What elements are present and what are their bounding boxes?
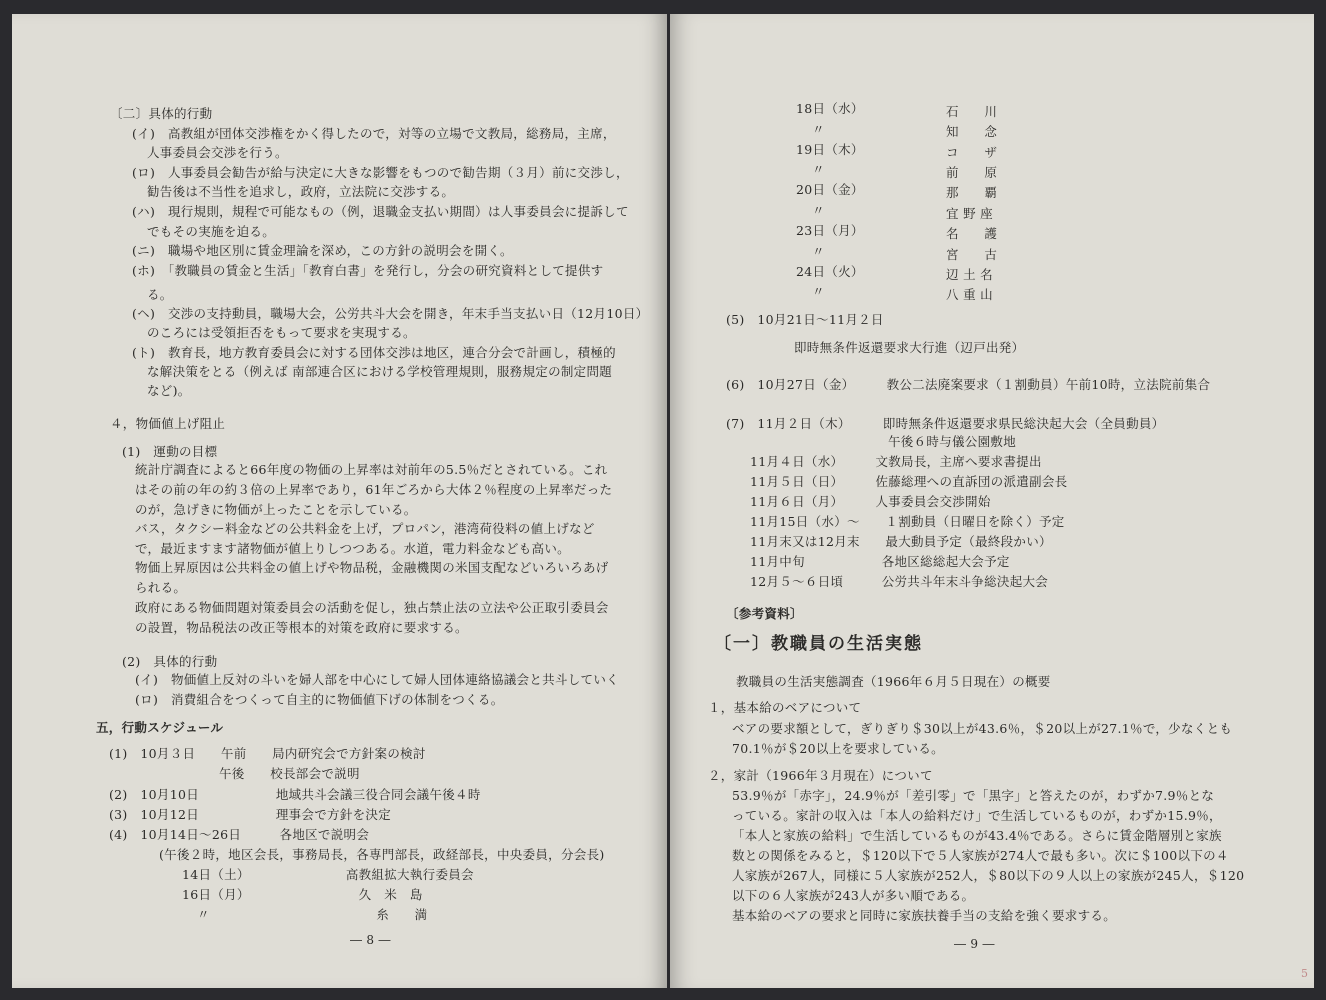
right-text-line: 11月末又は12月末 最大動員予定（最終段かい） (750, 534, 1052, 549)
right-text-line: (7) 11月２日（木） 即時無条件返還要求県民総決起大会（全員動員） (726, 416, 1165, 431)
left-text-line: の設置，物品税法の改正等根本的対策を政府に要求する。 (135, 620, 468, 635)
right-text-line: 基本給のベアの要求と同時に家族扶養手当の支給を強く要求する。 (732, 908, 1117, 923)
right-text-line: (5) 10月21日～11月２日 (726, 312, 884, 327)
right-text-line: 20日（金） (796, 182, 864, 197)
left-page-number: ― 8 ― (350, 933, 391, 947)
left-text-line: (4) 10月14日～26日 各地区で説明会 (109, 827, 370, 842)
corner-mark: 5 (1301, 967, 1308, 980)
right-text-line: 11月５日（日） 佐藤総理への直訴団の派遣副会長 (750, 474, 1068, 489)
left-text-line: のが，急げきに物価が上ったことを示している。 (135, 502, 417, 517)
right-text-line: ２，家計（1966年３月現在）について (708, 768, 933, 783)
left-text-line: (1) 運動の目標 (122, 444, 218, 459)
left-text-line: な解決策をとる（例えば 南部連合区における学校管理規則，服務規定の制定問題 (147, 364, 613, 379)
right-text-line: 石 川 (946, 104, 998, 119)
right-text-line: 宜 野 座 (946, 206, 993, 221)
left-text-line: 勧告後は不当性を追求し，政府，立法院に交渉する。 (147, 184, 455, 199)
right-text-line: 辺 土 名 (946, 267, 993, 282)
left-text-line: 物価上昇原因は公共料金の値上げや物品税，金融機関の米国支配などいろいろあげ (135, 560, 609, 575)
right-text-line: 以下の６人家族が243人が多い順である。 (732, 888, 975, 903)
right-text-line: 〔一〕教職員の生活実態 (714, 634, 923, 654)
right-text-line: 23日（月） (796, 223, 864, 238)
left-text-line: 16日（月） 久 米 島 (182, 887, 423, 902)
left-text-line: (1) 10月３日 午前 局内研究会で方針案の検討 (109, 746, 426, 761)
left-text-line: バス，タクシー料金などの公共料金を上げ，プロパン，港湾荷役料の値上げなど (135, 521, 595, 536)
right-text-line: 11月４日（水） 文教局長，主席へ要求書提出 (750, 454, 1042, 469)
left-text-line: (午後２時，地区会長，事務局長，各専門部長，政経部長，中央委員，分会長) (159, 847, 605, 862)
right-text-line: 〔参考資料〕 (726, 606, 803, 621)
left-text-line: で，最近ますます諸物価が値上りしつつある。水道，電力料金なども高い。 (135, 541, 570, 556)
left-text-line: ４，物価値上げ阻止 (110, 416, 226, 431)
right-text-line: コ ザ (946, 145, 998, 160)
right-text-line: ベアの要求額として，ぎりぎり＄30以上が43.6％，＄20以上が27.1％で，少なくとも (732, 721, 1233, 736)
right-text-line: 八 重 山 (946, 287, 993, 302)
right-text-line: 数との関係をみると，＄120以下で５人家族が274人で最も多い。次に＄100以下の４ (732, 848, 1229, 863)
right-text-line: 19日（木） (796, 142, 864, 157)
right-text-line: 人家族が267人，同様に５人家族が252人，＄80以下の９人以上の家族が245人，＄120 (732, 868, 1245, 883)
right-text-line: 〃 (812, 284, 825, 299)
left-text-line: 14日（土） 高教組拡大執行委員会 (182, 867, 474, 882)
left-text-line: (2) 具体的行動 (122, 654, 218, 669)
left-text-line: (3) 10月12日 理事会で方針を決定 (109, 807, 392, 822)
right-text-line: 教職員の生活実態調査（1966年６月５日現在）の概要 (736, 674, 1051, 689)
right-text-line: 11月６日（月） 人事委員会交渉開始 (750, 494, 991, 509)
right-text-line: 11月15日（水）～ １割動員（日曜日を除く）予定 (750, 514, 1065, 529)
right-text-line: 53.9％が「赤字」，24.9％が「差引零」で「黒字」と答えたのが，わずか7.9％とな (732, 788, 1215, 803)
right-text-line: (6) 10月27日（金） 教公二法廃案要求（１割動員）午前10時，立法院前集合 (726, 377, 1211, 392)
right-text-line: 前 原 (946, 165, 998, 180)
left-text-line: (ロ) 人事委員会勧告が給与決定に大きな影響をもつので勧告期（３月）前に交渉し， (132, 165, 629, 180)
left-text-line: 〃 糸 満 (197, 907, 428, 922)
right-text-line: 宮 古 (946, 247, 998, 262)
left-text-line: 人事委員会交渉を行う。 (147, 145, 288, 160)
right-text-line: 〃 (812, 244, 825, 259)
right-text-line: 〃 (812, 203, 825, 218)
right-text-line: 午後６時与儀公園敷地 (888, 434, 1017, 449)
left-text-line: (ホ) 「教職員の賃金と生活」「教育白書」を発行し，分会の研究資料として提供す (132, 263, 604, 278)
left-text-line: (ト) 教育長，地方教育委員会に対する団体交渉は地区，連合分会で計画し，積極的 (132, 345, 616, 360)
left-text-line: (イ) 物価値上反対の斗いを婦人部を中心にして婦人団体連絡協議会と共斗していく (135, 672, 619, 687)
right-text-line: 名 護 (946, 226, 998, 241)
right-page (670, 14, 1314, 988)
left-text-line: (2) 10月10日 地域共斗会議三役合同会議午後４時 (109, 787, 481, 802)
right-text-line: 18日（水） (796, 101, 864, 116)
left-text-line: (ハ) 現行規則，規程で可能なもの（例，退職金支払い期間）は人事委員会に提訴して (132, 204, 629, 219)
right-text-line: 24日（火） (796, 264, 864, 279)
left-text-line: る。 (147, 287, 173, 302)
left-text-line: はその前の年の約３倍の上昇率であり，61年ごろから大体２％程度の上昇率だった (135, 482, 613, 497)
right-text-line: 即時無条件返還要求大行進（辺戸出発） (794, 340, 1025, 355)
right-text-line: 知 念 (946, 124, 998, 139)
right-text-line: 「本人と家族の給料」で生活しているものが43.4％である。さらに賃金階層別と家族 (732, 828, 1222, 843)
left-text-line: 統計庁調査によると66年度の物価の上昇率は対前年の5.5％だとされている。これ (135, 462, 608, 477)
left-text-line: 政府にある物価問題対策委員会の活動を促し，独占禁止法の立法や公正取引委員会 (135, 600, 609, 615)
left-text-line: のころには受領拒否をもって要求を実現する。 (147, 325, 416, 340)
right-page-number: ― 9 ― (954, 937, 995, 951)
right-text-line: 那 覇 (946, 185, 998, 200)
left-text-line: 五，行動スケジュール (96, 720, 224, 735)
left-text-line: など)。 (147, 383, 191, 398)
left-text-line: (ニ) 職場や地区別に賃金理論を深め，この方針の説明会を開く。 (132, 243, 513, 258)
left-text-line: 〔二〕具体的行動 (110, 106, 213, 121)
right-text-line: 11月中旬 各地区総総起大会予定 (750, 554, 1010, 569)
left-text-line: (イ) 高教組が団体交渉権をかく得したので，対等の立場で文教局，総務局，主席， (132, 126, 616, 141)
right-text-line: 70.1％が＄20以上を要求している。 (732, 741, 944, 756)
left-text-line: 午後 校長部会で説明 (219, 766, 360, 781)
left-text-line: (ヘ) 交渉の支持動員，職場大会，公労共斗大会を開き，年末手当支払い日（12月10日） (132, 306, 649, 321)
right-text-line: 〃 (812, 162, 825, 177)
left-text-line: (ロ) 消費組合をつくって自主的に物価値下げの体制をつくる。 (135, 692, 504, 707)
right-text-line: っている。家計の収入は「本人の給料だけ」で生活しているものが，わずか15.9％， (732, 808, 1222, 823)
left-text-line: られる。 (135, 580, 187, 595)
right-text-line: 〃 (812, 122, 825, 137)
left-text-line: でもその実施を迫る。 (147, 224, 276, 239)
right-text-line: １，基本給のベアについて (708, 700, 862, 715)
right-text-line: 12月５～６日頃 公労共斗年末斗争総決起大会 (750, 574, 1049, 589)
left-page (12, 14, 667, 988)
